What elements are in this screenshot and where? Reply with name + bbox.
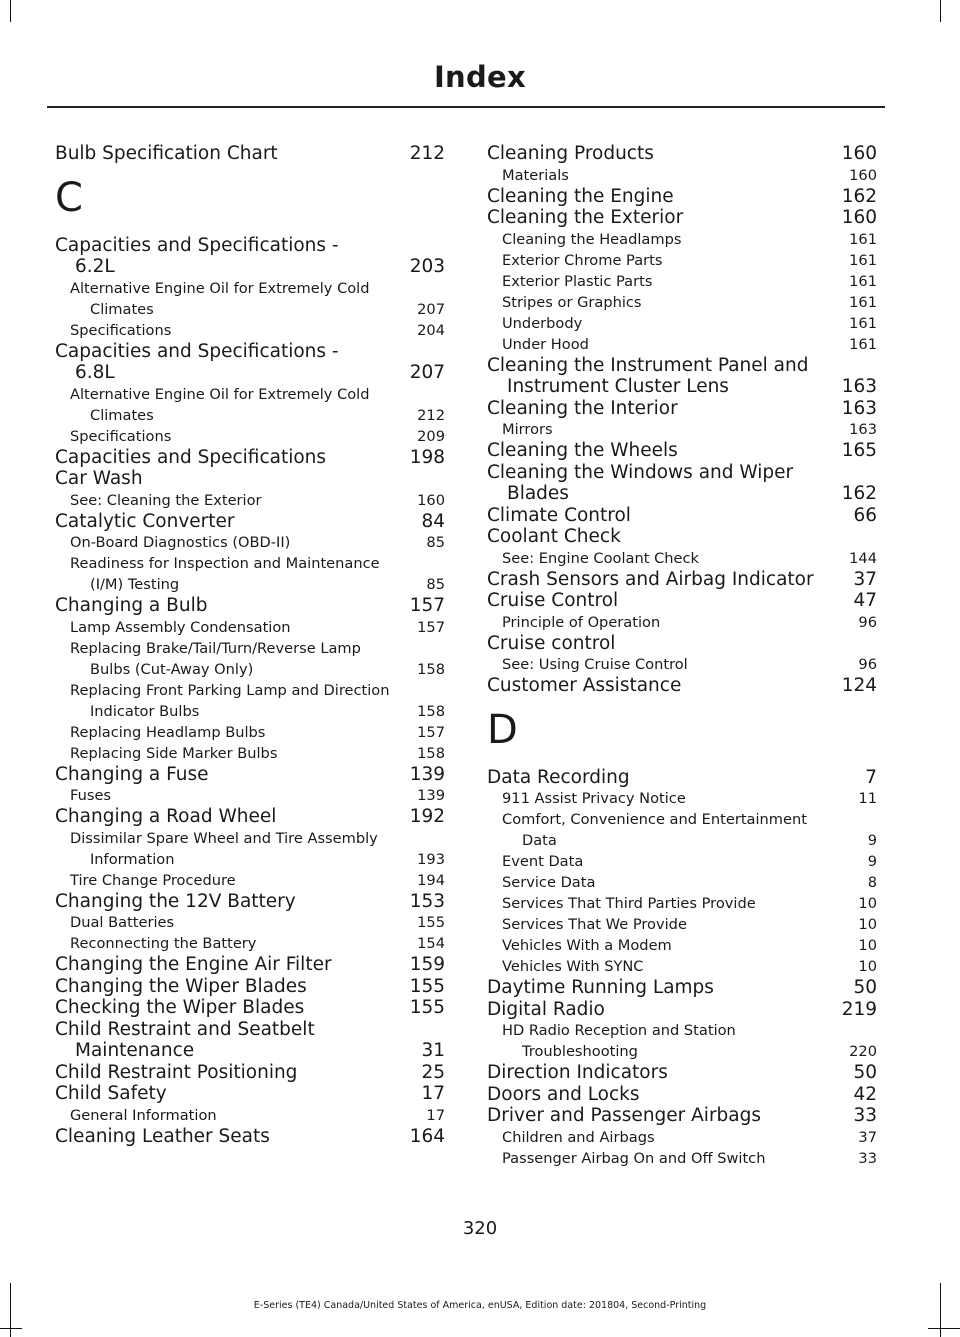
index-entry[interactable] [55, 1126, 445, 1148]
index-entry-text: Stripes or Graphics [502, 293, 642, 311]
index-entry[interactable] [55, 1062, 445, 1084]
index-entry[interactable] [487, 569, 877, 591]
index-entry[interactable] [487, 675, 877, 697]
index-page-ref: 163 [849, 421, 877, 438]
index-page-ref: 154 [417, 935, 445, 952]
index-page-ref: 194 [417, 871, 445, 889]
index-entry-text: Replacing Headlamp Bulbs [70, 723, 266, 741]
index-entry[interactable] [487, 143, 877, 165]
index-page-ref: 9 [867, 832, 877, 849]
index-entry-text: Specifications [70, 427, 172, 445]
index-entry[interactable] [55, 256, 445, 278]
index-page-ref: 161 [849, 251, 877, 269]
index-entry-label: Child Restraint and Seatbelt [55, 1018, 315, 1040]
index-subentry[interactable] [487, 893, 877, 914]
index-page-ref: 84 [421, 510, 445, 532]
index-entry-text: Data [522, 832, 557, 849]
index-page-ref: 155 [409, 975, 445, 997]
index-subentry-label: Alternative Engine Oil for Extremely Cold [70, 385, 370, 403]
index-subentry[interactable] [55, 722, 445, 743]
index-subentry[interactable] [55, 933, 445, 954]
index-entry-text: Doors and Locks [487, 1083, 640, 1105]
index-page-ref: 10 [858, 958, 877, 975]
index-page-ref: 85 [426, 534, 445, 551]
index-page-ref: 8 [867, 874, 877, 891]
index-page-ref: 212 [417, 406, 445, 424]
index-page-ref: 10 [858, 895, 877, 912]
index-entry-text: Troubleshooting [522, 1043, 638, 1060]
index-entry[interactable] [487, 505, 877, 527]
index-entry[interactable] [55, 976, 445, 998]
index-page-ref: 207 [417, 300, 445, 318]
page-title: Index [433, 60, 527, 94]
index-subentry[interactable] [487, 914, 877, 935]
index-entry-text: Service Data [502, 874, 596, 891]
index-entry-text: Data Recording [487, 766, 630, 788]
index-entry[interactable] [487, 1105, 877, 1127]
index-entry[interactable] [55, 806, 445, 828]
index-entry-text: Principle of Operation [502, 613, 661, 631]
index-page-ref: 160 [417, 491, 445, 509]
index-subentry[interactable] [487, 788, 877, 809]
index-entry[interactable] [487, 977, 877, 999]
index-subentry[interactable] [55, 617, 445, 638]
index-entry-text: Children and Airbags [502, 1128, 655, 1146]
index-page-ref: 161 [849, 230, 877, 248]
index-entry-text: Vehicles With SYNC [502, 958, 644, 975]
index-page-ref: 160 [841, 143, 877, 164]
index-entry-text: Materials [502, 166, 569, 184]
index-page-ref: 163 [841, 397, 877, 419]
index-entry[interactable] [55, 447, 445, 469]
index-subentry[interactable] [487, 250, 877, 271]
index-subentry-label: Replacing Brake/Tail/Turn/Reverse Lamp [70, 639, 361, 657]
index-entry-text: Specifications [70, 321, 172, 339]
index-page-ref: 193 [417, 850, 445, 868]
index-page-ref: 50 [853, 1062, 877, 1083]
index-page-ref: 155 [409, 997, 445, 1018]
index-entry-text: General Information [70, 1106, 217, 1124]
crop-mark-top-left-v [10, 0, 11, 22]
index-entry-label: Cleaning the Windows and Wiper [487, 461, 794, 483]
index-subentry[interactable] [487, 1127, 877, 1148]
index-subentry[interactable] [55, 299, 445, 320]
index-entry[interactable] [55, 764, 445, 786]
index-entry-text: Event Data [502, 853, 584, 870]
index-entry-text: Bulb Specification Chart [55, 143, 278, 164]
index-entry-text: Dual Batteries [70, 914, 175, 931]
index-entry-text: Indicator Bulbs [90, 702, 200, 720]
index-entry-text: Cleaning the Engine [487, 185, 674, 207]
index-entry-text: Child Restraint Positioning [55, 1061, 298, 1083]
index-page-ref: 220 [849, 1043, 877, 1060]
index-page-ref: 161 [849, 293, 877, 311]
index-subentry[interactable] [487, 165, 877, 186]
index-entry[interactable] [55, 891, 445, 913]
index-entry-text: Reconnecting the Battery [70, 935, 257, 952]
index-entry-text: 911 Assist Privacy Notice [502, 790, 686, 807]
index-entry-text: Changing the 12V Battery [55, 890, 296, 912]
index-page-ref: 47 [853, 590, 877, 611]
index-page-ref: 219 [841, 998, 877, 1020]
index-entry-text: Changing the Wiper Blades [55, 975, 307, 997]
index-section-letter: C [55, 174, 83, 221]
index-entry-text: Cleaning Leather Seats [55, 1125, 270, 1147]
index-page-ref: 157 [417, 723, 445, 741]
index-subentry[interactable] [487, 956, 877, 977]
index-entry-text: Cleaning the Wheels [487, 440, 678, 461]
index-column-right [487, 143, 877, 1169]
index-entry-text: Exterior Plastic Parts [502, 272, 653, 290]
index-entry-text: Changing the Engine Air Filter [55, 954, 332, 975]
index-page-ref: 11 [858, 790, 877, 807]
index-page-ref: 155 [417, 914, 445, 931]
index-page-ref: 161 [849, 314, 877, 332]
index-subentry[interactable] [55, 426, 445, 447]
index-entry[interactable] [487, 207, 877, 229]
edition-footer: E-Series (TE4) Canada/United States of America, enUSA, Edition date: 201804, Second-Printing [253, 1300, 707, 1311]
index-subentry[interactable] [487, 292, 877, 313]
index-entry[interactable] [487, 999, 877, 1021]
index-subentry[interactable] [55, 532, 445, 553]
index-entry[interactable] [55, 511, 445, 533]
index-subentry[interactable] [487, 271, 877, 292]
index-page-ref: 96 [858, 656, 877, 673]
index-entry-text: Catalytic Converter [55, 510, 235, 532]
index-page-ref: 144 [849, 549, 877, 567]
index-entry-text: Cruise Control [487, 590, 619, 611]
index-entry-label: Cruise control [487, 632, 616, 654]
index-page-ref: 158 [417, 702, 445, 720]
index-subentry[interactable] [55, 701, 445, 722]
index-entry[interactable] [487, 186, 877, 208]
index-entry-text: 6.2L [75, 256, 115, 277]
index-entry-text: Vehicles With a Modem [502, 937, 672, 954]
index-page-ref: 157 [417, 618, 445, 636]
index-entry-text: Tire Change Procedure [70, 871, 236, 889]
index-entry-text: Cleaning the Interior [487, 397, 678, 419]
index-subentry[interactable] [55, 1105, 445, 1126]
index-page-ref: 7 [865, 766, 877, 788]
index-page-ref: 153 [409, 890, 445, 912]
index-subentry-label: Dissimilar Spare Wheel and Tire Assembly [70, 829, 378, 847]
index-entry-text: See: Cleaning the Exterior [70, 491, 262, 509]
index-entry-text: Passenger Airbag On and Off Switch [502, 1149, 766, 1167]
index-entry-text: Changing a Road Wheel [55, 806, 277, 827]
index-subentry[interactable] [487, 548, 877, 569]
index-entry[interactable] [55, 143, 445, 165]
index-entry-text: Fuses [70, 787, 112, 804]
index-column-left [55, 143, 445, 1147]
index-page-ref: 204 [417, 321, 445, 339]
index-entry[interactable] [55, 362, 445, 384]
index-page-ref: 159 [409, 954, 445, 975]
index-entry-text: Child Safety [55, 1083, 167, 1104]
index-subentry[interactable] [487, 935, 877, 956]
index-entry-label: Cleaning the Instrument Panel and [487, 354, 809, 376]
index-page-ref: 124 [841, 675, 877, 696]
index-entry-text: Exterior Chrome Parts [502, 251, 663, 269]
index-subentry-label: Comfort, Convenience and Entertainment [502, 811, 807, 828]
index-entry-text: Mirrors [502, 421, 553, 438]
index-page-ref: 37 [853, 568, 877, 590]
index-page-ref: 161 [849, 272, 877, 290]
page-number: 320 [462, 1218, 498, 1239]
index-subentry[interactable] [487, 1041, 877, 1062]
index-page-ref: 33 [853, 1105, 877, 1126]
index-entry-text: See: Engine Coolant Check [502, 549, 699, 567]
index-page-ref: 158 [417, 660, 445, 678]
index-page-ref: 17 [421, 1083, 445, 1104]
index-subentry[interactable] [55, 912, 445, 933]
index-subentry[interactable] [487, 229, 877, 250]
index-subentry[interactable] [55, 574, 445, 595]
index-subentry[interactable] [487, 654, 877, 675]
index-page-ref: 162 [841, 483, 877, 504]
index-entry-text: Bulbs (Cut-Away Only) [90, 660, 254, 678]
index-entry[interactable] [55, 1040, 445, 1062]
index-page-ref: 139 [417, 787, 445, 804]
index-entry-text: Under Hood [502, 335, 589, 353]
index-entry-text: Direction Indicators [487, 1062, 668, 1083]
index-page-ref: 31 [421, 1040, 445, 1061]
index-entry-text: On-Board Diagnostics (OBD-II) [70, 534, 291, 551]
index-entry-text: Services That We Provide [502, 916, 687, 933]
index-entry-text: Information [90, 850, 175, 868]
index-entry-text: Climate Control [487, 504, 631, 526]
index-subentry[interactable] [487, 851, 877, 872]
index-page-ref: 42 [853, 1083, 877, 1105]
index-page-ref: 9 [867, 853, 877, 870]
index-page-ref: 163 [841, 376, 877, 397]
index-entry-label: Coolant Check [487, 526, 621, 547]
index-page-ref: 157 [409, 595, 445, 616]
index-entry-text: Services That Third Parties Provide [502, 895, 756, 912]
index-entry-text: Cleaning Products [487, 143, 654, 164]
index-entry-text: Changing a Bulb [55, 595, 208, 616]
index-page-ref: 160 [849, 166, 877, 184]
index-entry-text: Capacities and Specifications [55, 446, 327, 468]
index-entry-label: Car Wash [55, 468, 143, 489]
index-entry-text: See: Using Cruise Control [502, 656, 688, 673]
crop-mark-bottom-right-h [928, 1328, 960, 1329]
index-entry-text: Climates [90, 300, 154, 318]
index-subentry[interactable] [487, 313, 877, 334]
index-entry[interactable] [487, 440, 877, 462]
index-subentry[interactable] [55, 659, 445, 680]
index-page-ref: 10 [858, 916, 877, 933]
index-page-ref: 96 [858, 613, 877, 631]
index-entry-label: Capacities and Specifications - [55, 340, 339, 362]
index-page-ref: 50 [853, 977, 877, 998]
index-subentry[interactable] [487, 612, 877, 633]
index-subentry[interactable] [55, 490, 445, 511]
index-page-ref: 212 [409, 143, 445, 164]
index-page-ref: 10 [858, 937, 877, 954]
index-page-ref: 37 [858, 1128, 877, 1146]
index-entry-text: Crash Sensors and Airbag Indicator [487, 568, 814, 590]
index-page-ref: 158 [417, 744, 445, 762]
index-page-ref: 161 [849, 335, 877, 353]
index-page-ref: 198 [409, 446, 445, 468]
index-subentry[interactable] [487, 830, 877, 851]
index-entry-text: Driver and Passenger Airbags [487, 1105, 762, 1126]
index-subentry-label: Readiness for Inspection and Maintenance [70, 555, 380, 572]
index-entry[interactable] [487, 398, 877, 420]
index-entry-text: Cleaning the Exterior [487, 207, 684, 228]
index-page-ref: 209 [417, 427, 445, 445]
index-entry-text: Checking the Wiper Blades [55, 997, 305, 1018]
index-page-ref: 165 [841, 440, 877, 461]
index-entry-text: (I/M) Testing [90, 576, 180, 593]
index-subentry[interactable] [55, 320, 445, 341]
index-entry[interactable] [55, 595, 445, 617]
index-subentry-label: Alternative Engine Oil for Extremely Cold [70, 279, 370, 297]
index-subentry[interactable] [55, 849, 445, 870]
index-entry-text: Cleaning the Headlamps [502, 230, 682, 248]
index-subentry[interactable] [487, 334, 877, 355]
index-page-ref: 66 [853, 504, 877, 526]
index-entry[interactable] [487, 590, 877, 612]
index-subentry[interactable] [487, 419, 877, 440]
index-page-ref: 203 [409, 256, 445, 277]
index-entry[interactable] [487, 767, 877, 789]
index-page-ref: 192 [409, 806, 445, 827]
index-subentry-label: HD Radio Reception and Station [502, 1022, 736, 1039]
index-page-ref: 164 [409, 1125, 445, 1147]
index-entry-text: Underbody [502, 314, 583, 332]
index-page-ref: 162 [841, 185, 877, 207]
index-subentry[interactable] [487, 872, 877, 893]
index-entry-text: Digital Radio [487, 998, 605, 1020]
index-subentry[interactable] [55, 405, 445, 426]
crop-mark-top-right-v [940, 0, 941, 22]
index-entry-label: Capacities and Specifications - [55, 234, 339, 256]
index-entry[interactable] [487, 1062, 877, 1084]
index-page-ref: 160 [841, 207, 877, 228]
index-page-ref: 33 [858, 1149, 877, 1167]
index-entry-text: Changing a Fuse [55, 763, 209, 785]
index-page-ref: 207 [409, 362, 445, 383]
index-page-ref: 139 [409, 763, 445, 785]
index-subentry[interactable] [55, 870, 445, 891]
index-entry-text: Daytime Running Lamps [487, 977, 714, 998]
index-entry[interactable] [487, 376, 877, 398]
index-subentry[interactable] [55, 743, 445, 764]
index-entry[interactable] [55, 1083, 445, 1105]
index-subentry[interactable] [487, 1148, 877, 1169]
index-entry[interactable] [487, 1084, 877, 1106]
index-subentry-label: Replacing Front Parking Lamp and Direction [70, 681, 390, 699]
index-entry-text: Instrument Cluster Lens [507, 376, 729, 397]
index-entry-text: Maintenance [75, 1040, 195, 1061]
index-section-letter: D [487, 706, 518, 753]
index-subentry[interactable] [55, 785, 445, 806]
index-entry[interactable] [55, 954, 445, 976]
index-page-ref: 85 [426, 576, 445, 593]
index-entry-text: Lamp Assembly Condensation [70, 618, 291, 636]
index-entry[interactable] [55, 997, 445, 1019]
crop-mark-bottom-left-h [0, 1328, 22, 1329]
header-rule [47, 106, 885, 108]
index-entry-text: Customer Assistance [487, 675, 682, 696]
index-entry-text: Blades [507, 483, 569, 504]
index-page-ref: 17 [426, 1106, 445, 1124]
index-entry-text: Replacing Side Marker Bulbs [70, 744, 278, 762]
index-entry-text: Climates [90, 406, 154, 424]
index-entry-text: 6.8L [75, 362, 115, 383]
index-entry[interactable] [487, 483, 877, 505]
index-page-ref: 25 [421, 1061, 445, 1083]
